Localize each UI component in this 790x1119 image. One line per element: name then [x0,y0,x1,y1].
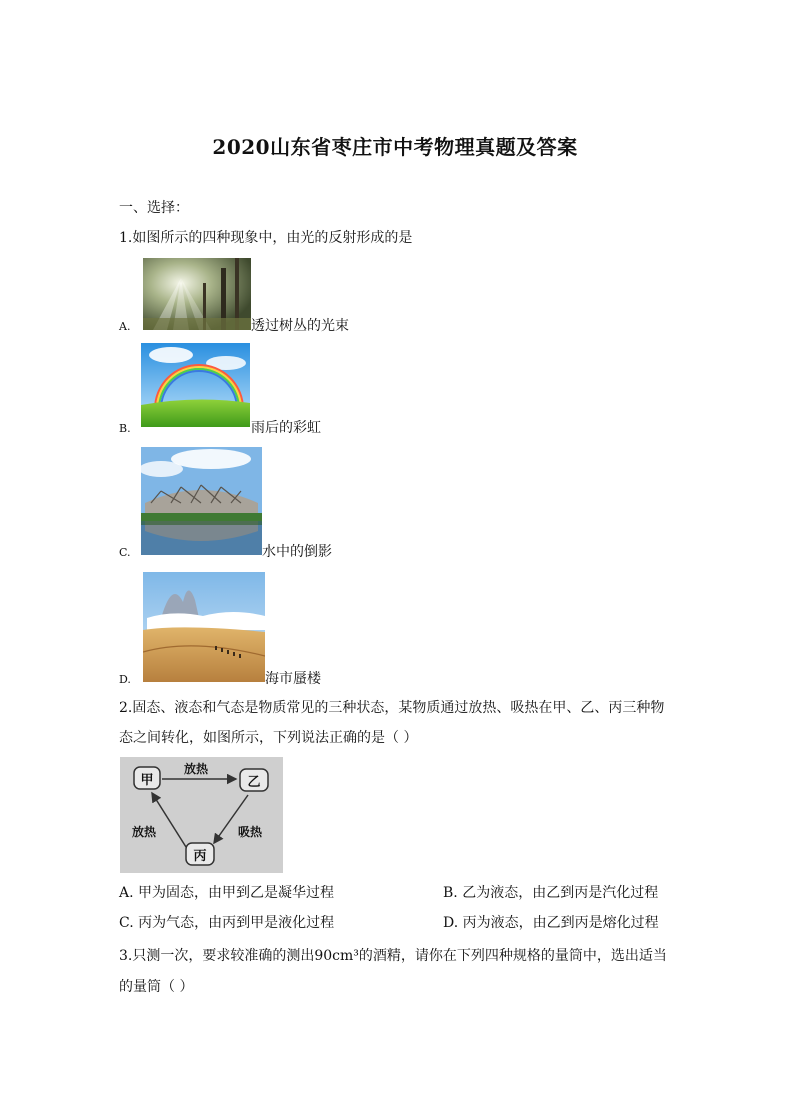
q2-option-c [119,913,334,933]
q1-option-a-letter: A. [119,320,131,333]
q2-stem-line1: 2.固态、液态和气态是物质常见的三种状态，某物质通过放热、吸热在甲、乙、丙三种物 [119,700,665,716]
forest-light-image [143,258,251,330]
mirage-image [143,572,265,682]
q1-option-b-letter: B. [119,422,131,435]
water-reflection-image [141,447,262,555]
q2-option-b [443,883,658,903]
right-arrow-label: 吸热 [238,825,263,839]
q2-option-a [119,883,334,903]
q1-option-d-letter: D. [119,673,131,686]
q2-option-b-text: 乙为液态，由乙到丙是汽化过程 [462,885,659,901]
section-heading: 一、选择： [119,200,189,216]
rainbow-image [141,343,250,427]
q1-option-b-caption: 雨后的彩虹 [251,420,321,436]
left-arrow-label: 放热 [132,825,157,839]
q2-option-d [443,913,659,933]
q2-option-a-letter: A. [119,885,134,901]
q2-option-d-letter: D. [443,915,459,931]
q1-stem: 1.如图所示的四种现象中，由光的反射形成的是 [119,230,413,246]
q2-stem-line2: 态之间转化，如图所示，下列说法正确的是（ ） [119,730,418,746]
q2-option-a-text: 甲为固态，由甲到乙是凝华过程 [138,885,335,901]
q1-option-c-letter: C. [119,546,131,559]
state-diagram [120,757,283,873]
node-jia-label: 甲 [140,773,154,788]
q3-stem-line2: 的量筒（ ） [119,979,194,995]
arrow-bing-to-jia [152,793,186,847]
top-arrow-label: 放热 [184,762,209,776]
q1-option-c-caption: 水中的倒影 [262,544,332,560]
page-title: 2020山东省枣庄市中考物理真题及答案 [212,135,578,159]
q2-option-c-text: 丙为气态，由丙到甲是液化过程 [138,915,335,931]
q2-option-b-letter: B. [443,885,458,901]
q1-option-a-caption: 透过树丛的光束 [251,318,349,334]
node-yi-label: 乙 [247,775,261,790]
q2-option-c-letter: C. [119,915,134,931]
q3-stem-line1: 3.只测一次，要求较准确的测出90cm³的酒精，请你在下列四种规格的量筒中，选出适当 [119,948,667,964]
q2-option-d-text: 丙为液态，由乙到丙是熔化过程 [462,915,659,931]
node-bing-label: 丙 [193,849,207,864]
q1-option-d-caption: 海市蜃楼 [265,671,321,687]
